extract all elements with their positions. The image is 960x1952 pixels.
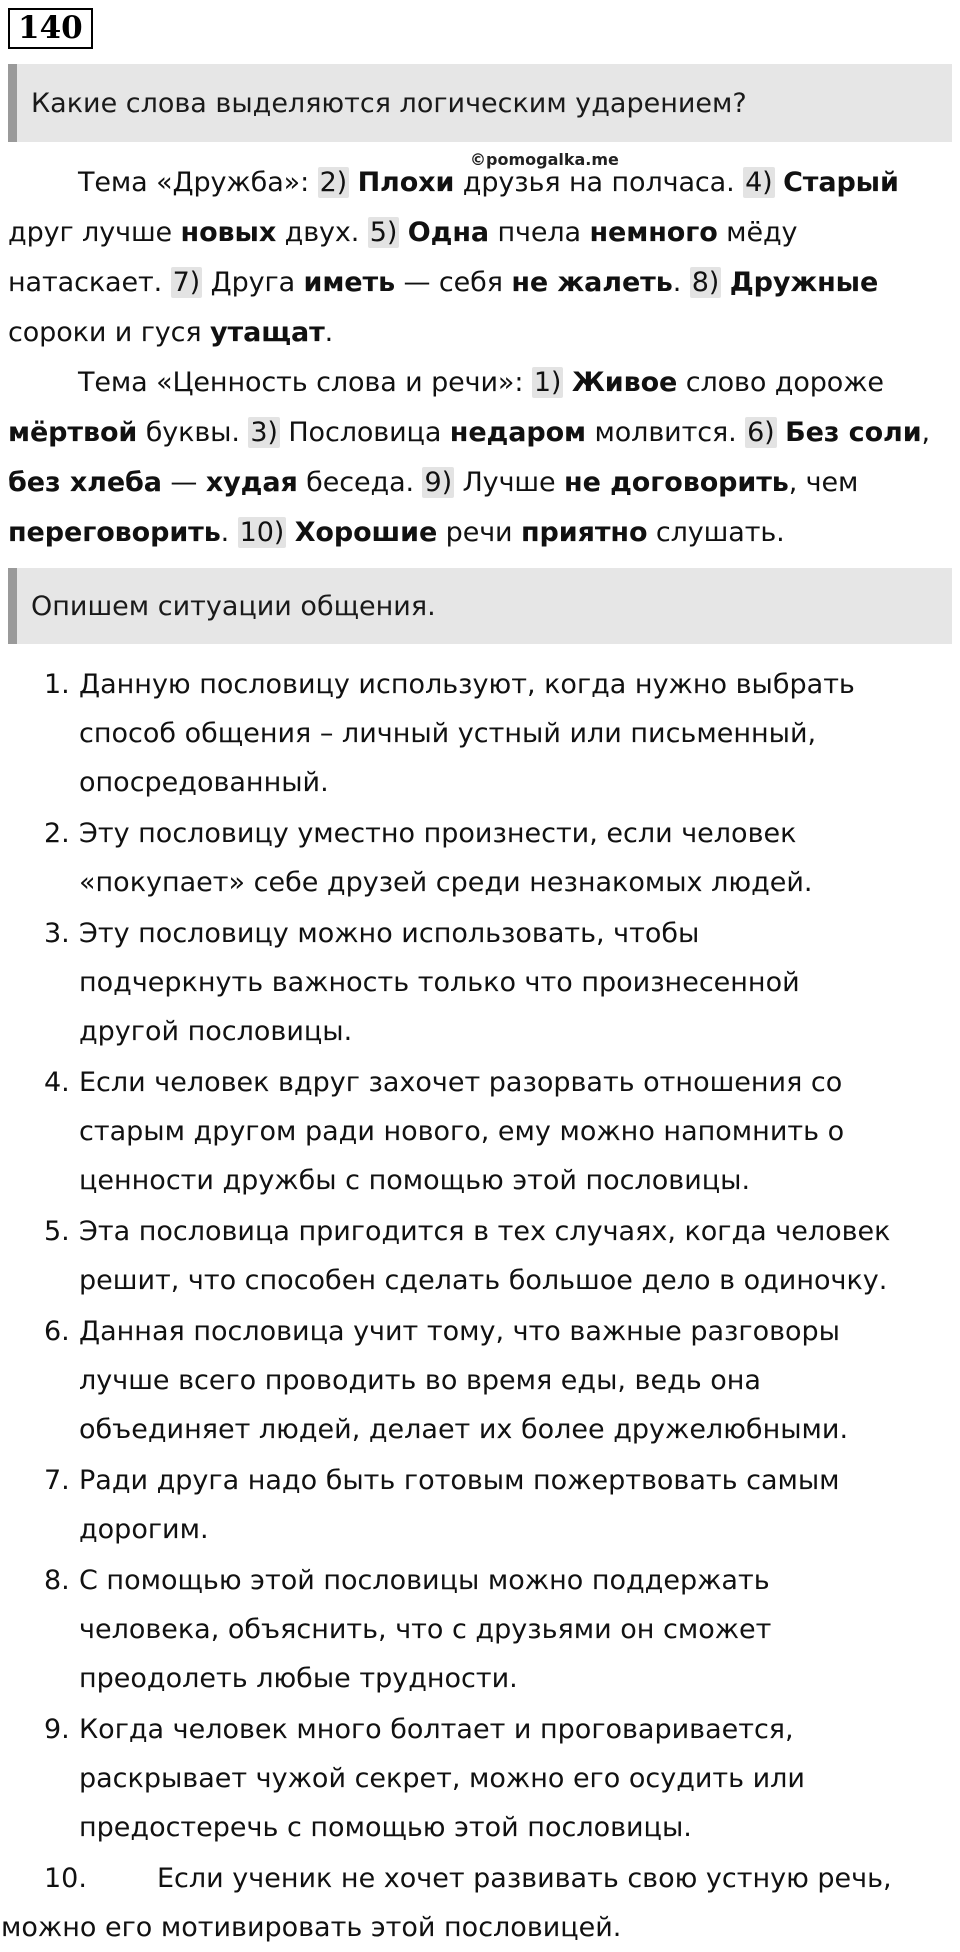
stressed-word: худая (205, 467, 298, 498)
list-item-text (79, 809, 960, 907)
list-item (0, 1307, 960, 1454)
list-item-number: 4. (44, 1067, 70, 1098)
list-item-text (79, 660, 960, 807)
proverb-text: — (161, 467, 206, 498)
proverb-text: пчела (489, 217, 590, 248)
stressed-word: Плохи (357, 167, 455, 198)
list-item-text (79, 1207, 960, 1305)
list-item-line: решит, что способен сделать большое дело в одиночку. (79, 1265, 888, 1296)
list-item-line: преодолеть любые трудности. (79, 1663, 518, 1694)
proverb-text: слушать. (647, 517, 785, 548)
proverb-number: 5) (369, 217, 398, 248)
section-header-text: Опишем ситуации общения. (31, 590, 436, 622)
list-item-text (79, 909, 960, 1056)
topic-label: Тема «Ценность слова и речи»: (78, 367, 532, 398)
list-item-line: объединяет людей, делает их более дружелюбными. (79, 1414, 849, 1445)
stressed-word: приятно (521, 517, 648, 548)
proverb-text: друг лучше (8, 217, 181, 248)
stressed-word: Одна (407, 217, 489, 248)
list-item-line: подчеркнуть важность только что произнесенной (79, 967, 800, 998)
proverb-text: сороки и гуся (8, 317, 211, 348)
stressed-word: не жалеть (511, 267, 673, 298)
stressed-word: новых (180, 217, 277, 248)
stressed-word: Дружные (729, 267, 879, 298)
list-item-line: человека, объяснить, что с друзьями он сможет (79, 1614, 772, 1645)
list-item (0, 1207, 960, 1305)
list-item (0, 909, 960, 1056)
list-item-line: «покупает» себе друзей среди незнакомых людей. (79, 867, 813, 898)
proverb-text: молвится. (586, 417, 746, 448)
stressed-word: немного (589, 217, 718, 248)
stressed-word: Старый (783, 167, 899, 198)
list-item (0, 1456, 960, 1554)
proverb-number: 8) (691, 267, 720, 298)
stressed-word: утащат (210, 317, 325, 348)
proverb-number: 6) (747, 417, 775, 448)
list-item-line: Если человек вдруг захочет разорвать отношения со (79, 1067, 843, 1098)
list-item-number: 10. (44, 1863, 87, 1894)
stressed-word: мёртвой (8, 417, 138, 448)
list-item-line: Если ученик не хочет развивать свою устную речь, (157, 1863, 892, 1894)
list-item-line: раскрывает чужой секрет, можно его осудить или (79, 1763, 805, 1794)
list-item-number: 1. (44, 669, 70, 700)
list-item-number: 2. (44, 818, 70, 849)
stressed-word: переговорить (8, 517, 221, 548)
list-item-text (79, 1556, 960, 1703)
proverb-number: 9) (424, 467, 452, 498)
stressed-word: Без соли (785, 417, 922, 448)
list-item-number: 6. (44, 1316, 70, 1347)
list-item-line: старым другом ради нового, ему можно напомнить о (79, 1116, 845, 1147)
list-item (0, 1854, 960, 1952)
list-item-text (79, 1307, 960, 1454)
proverb-text: буквы. (137, 417, 249, 448)
proverb-text: Лучше (462, 467, 565, 498)
list-item-line: опосредованный. (79, 767, 329, 798)
list-item-number: 8. (44, 1565, 70, 1596)
list-item (0, 1058, 960, 1205)
topic-label: Тема «Дружба»: (78, 167, 318, 198)
list-item-number: 5. (44, 1216, 70, 1247)
list-item-line: способ общения – личный устный или письменный, (79, 718, 817, 749)
proverb-number: 2) (319, 167, 348, 198)
list-item-line: Эту пословицу уместно произнести, если человек (79, 818, 797, 849)
section-header-logical-stress (8, 64, 952, 142)
list-item-text (79, 1456, 960, 1554)
list-item-number: 9. (44, 1714, 70, 1745)
proverb-text: Пословица (288, 417, 450, 448)
proverb-text: . (672, 267, 690, 298)
list-item-text (0, 1854, 960, 1952)
list-item-line: ценности дружбы с помощью этой пословицы. (79, 1165, 751, 1196)
proverb-text: , (921, 417, 931, 448)
list-item-line: другой пословицы. (79, 1016, 353, 1047)
proverb-text: . (220, 517, 238, 548)
proverb-text: речи (437, 517, 521, 548)
list-item-text (79, 1705, 960, 1852)
section-header-situations (8, 568, 952, 644)
stressed-word: недаром (449, 417, 587, 448)
paragraph-word-value (8, 358, 952, 558)
list-item-line: Данную пословицу используют, когда нужно выбрать (79, 669, 855, 700)
proverb-number: 10) (239, 517, 285, 548)
list-item-line: Эту пословицу можно использовать, чтобы (79, 918, 700, 949)
list-item-line: С помощью этой пословицы можно поддержать (79, 1565, 770, 1596)
proverb-text: , чем (788, 467, 859, 498)
proverb-text: . (324, 317, 334, 348)
list-item-text (79, 1058, 960, 1205)
stressed-word: Хорошие (294, 517, 438, 548)
section-header-text: Какие слова выделяются логическим ударением? (31, 87, 747, 119)
stressed-word: без хлеба (8, 467, 162, 498)
proverb-number: 3) (250, 417, 278, 448)
list-item-line: лучше всего проводить во время еды, ведь она (79, 1365, 761, 1396)
list-item-line: предостеречь с помощью этой пословицы. (79, 1812, 692, 1843)
proverb-text: Друга (210, 267, 304, 298)
watermark: ©pomogalka.me (470, 150, 619, 169)
proverb-text: беседа. (297, 467, 423, 498)
list-item (0, 660, 960, 807)
list-item-line: Ради друга надо быть готовым пожертвовать самым (79, 1465, 840, 1496)
stressed-word: не договорить (564, 467, 789, 498)
proverb-text: — себя (395, 267, 512, 298)
list-item-number: 7. (44, 1465, 70, 1496)
list-item-line: Когда человек много болтает и проговаривается, (79, 1714, 794, 1745)
paragraph-friendship (8, 158, 952, 358)
stressed-word: иметь (303, 267, 396, 298)
list-item-line: Данная пословица учит тому, что важные разговоры (79, 1316, 840, 1347)
proverb-text: слово дороже (677, 367, 884, 398)
proverb-number: 1) (533, 367, 562, 398)
list-item-line: можно его мотивировать этой пословицей. (1, 1912, 622, 1943)
list-item-line: дорогим. (79, 1514, 209, 1545)
proverb-number: 4) (745, 167, 773, 198)
list-item (0, 1556, 960, 1703)
list-item-line: Эта пословица пригодится в тех случаях, когда человек (79, 1216, 891, 1247)
list-item (0, 1705, 960, 1852)
proverb-text: мёду натаскает. (8, 217, 798, 298)
list-item-number: 3. (44, 918, 70, 949)
proverb-text: двух. (276, 217, 368, 248)
list-item (0, 809, 960, 907)
stressed-word: Живое (571, 367, 678, 398)
proverb-number: 7) (172, 267, 201, 298)
proverb-text: друзья на полчаса. (454, 167, 744, 198)
task-number: 140 (8, 8, 93, 49)
